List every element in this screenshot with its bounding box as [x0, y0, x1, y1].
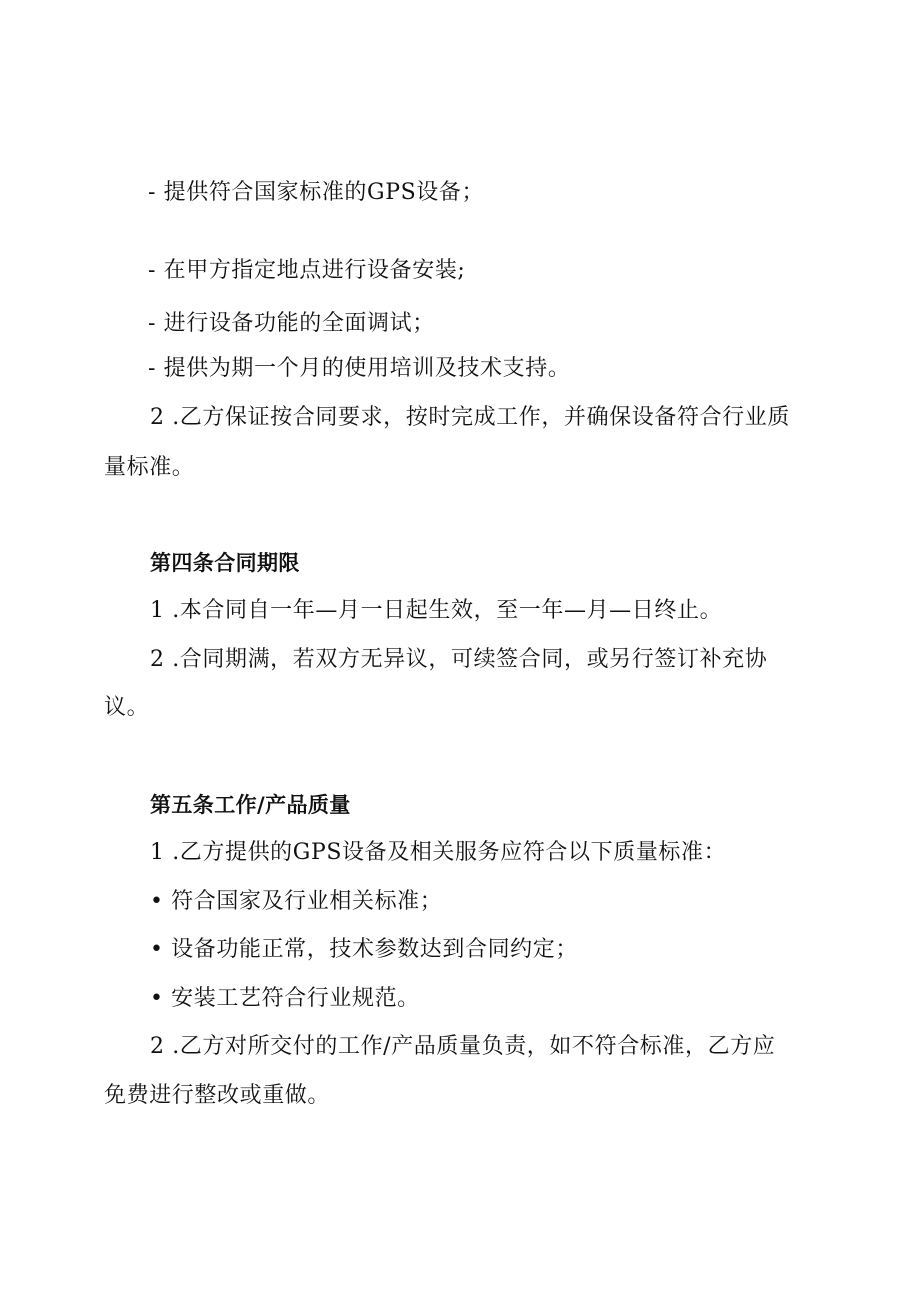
section-heading-quality: 第五条工作/产品质量 — [150, 793, 351, 817]
bullet-install: - 在甲方指定地点进行设备安装; — [148, 258, 466, 283]
quality-bullet-installation: • 安装工艺符合行业规范。 — [150, 986, 420, 1011]
bullet-training: - 提供为期一个月的使用培训及技术支持。 — [148, 356, 571, 381]
bullet-provide-gps: - 提供符合国家标准的GPS设备； — [148, 180, 485, 205]
quality-item-2-line2: 免费进行整改或重做。 — [104, 1083, 331, 1108]
term-item-2-line2: 议。 — [104, 695, 150, 720]
term-item-1: 1 .本合同自一年—月一日起生效，至一年—月—日终止。 — [150, 598, 723, 623]
clause-item-2-line2: 量标准。 — [104, 455, 195, 480]
bullet-debug: - 进行设备功能的全面调试； — [148, 311, 435, 336]
term-item-2-line1: 2 .合同期满，若双方无异议，可续签合同，或另行签订补充协 — [150, 647, 768, 672]
quality-item-2-line1: 2 .乙方对所交付的工作/产品质量负责，如不符合标准，乙方应 — [150, 1034, 776, 1059]
section-heading-term: 第四条合同期限 — [150, 551, 300, 575]
quality-bullet-standards: • 符合国家及行业相关标准； — [150, 889, 443, 914]
clause-item-2-line1: 2 .乙方保证按合同要求，按时完成工作，并确保设备符合行业质 — [150, 405, 790, 430]
quality-item-1: 1 .乙方提供的GPS设备及相关服务应符合以下质量标准： — [150, 840, 727, 865]
quality-bullet-function: • 设备功能正常，技术参数达到合同约定； — [150, 937, 578, 962]
